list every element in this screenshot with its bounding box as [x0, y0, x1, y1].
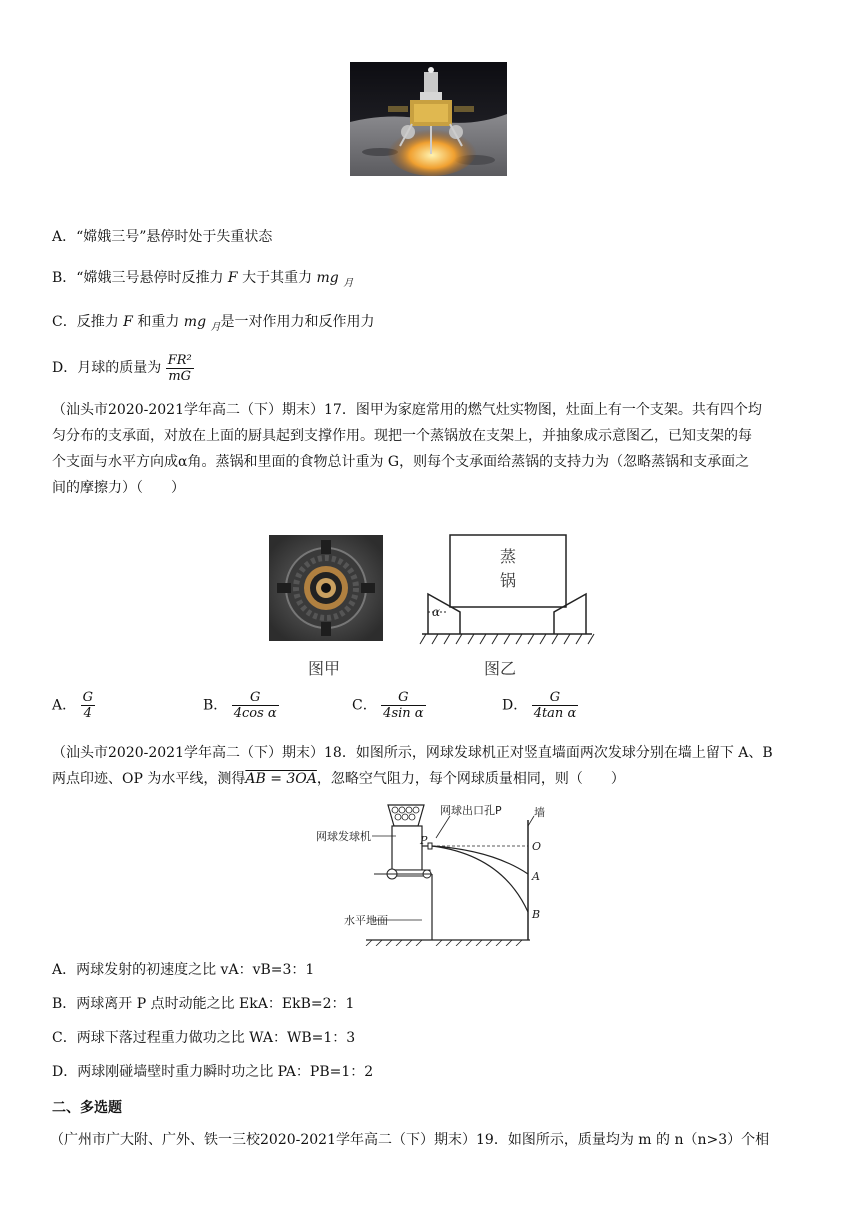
steamer-support-diagram — [418, 530, 596, 648]
q17-stem: （汕头市2020-2021学年高二（下）期末）17．图甲为家庭常用的燃气灶实物图，灶面上有一个支架。共有四个均 匀分布的支承面，对放在上面的厨具起到支撑作用。现把一个蒸锅放在支架上，并抽象成示意图乙，已知支架的每 个支面与水平方向成α角。蒸锅和里面的食物总计重为 G，则每个支承面给蒸锅的支持力为（忽略蒸锅和支承面之 间的摩擦力）（ ） — [52, 402, 762, 496]
q18-option-b: B．两球离开 P 点时动能之比 EkA：EkB=2：1 — [52, 996, 355, 1012]
ground-label: 水平地面 — [344, 914, 388, 927]
point-o-label: O — [532, 840, 542, 853]
q18-option-d: D．两球刚碰墙壁时重力瞬时功之比 PA：PB=1：2 — [52, 1064, 374, 1080]
q17-option-a: A． $\frac{G}{4}$ — [52, 690, 93, 721]
launcher-label: 网球发球机 — [316, 830, 371, 843]
outlet-label: 网球出口孔P — [440, 804, 502, 817]
q16-option-b: B．“嫦娥三号悬停时反推力 F 大于其重力 mg $_月$ — [52, 270, 354, 289]
fig-jia-caption: 图甲 — [308, 659, 341, 678]
q18-option-c: C．两球下落过程重力做功之比 WA：WB=1：3 — [52, 1030, 356, 1046]
wall-label: 墙 — [534, 806, 545, 819]
stove-burner-photo — [269, 535, 383, 641]
q18-option-a: A．两球发射的初速度之比 vA：vB=3：1 — [52, 962, 315, 978]
point-a-label: A — [532, 870, 540, 883]
q17-option-b: B． $\frac{G}{\text{4cos α}}$ — [203, 690, 277, 721]
pot-label-1: 蒸 — [500, 547, 517, 566]
fig-yi-caption: 图乙 — [484, 659, 517, 678]
q18-stem: （汕头市2020-2021学年高二（下）期末）18．如图所示，网球发球机正对竖直墙面两次发球分别在墙上留下 A、B 两点印迹、OP 为水平线，测得AB = 3OA，忽略空气阻力，每个网球质量相同，则（ ） — [52, 745, 773, 787]
point-p-label: P — [420, 834, 428, 847]
q17-option-c: C． $\frac{G}{\text{4sin α}}$ — [352, 690, 424, 721]
section-heading-multiple-choice: 二、多选题 — [52, 1100, 122, 1116]
q19-stem: （广州市广大附、广外、铁一三校2020-2021学年高二（下）期末）19．如图所示，质量均为 m 的 n（n>3）个相 — [50, 1132, 770, 1148]
q16-option-a: A．“嫦娥三号”悬停时处于失重状态 — [52, 229, 273, 245]
pot-label-2: 锅 — [500, 571, 517, 590]
q16-option-d: D．月球的质量为 $\frac{\text{FR²}}{mG}$ — [52, 352, 192, 384]
q17-option-d: D． $\frac{G}{\text{4tan α}}$ — [502, 690, 577, 721]
angle-label: α — [432, 605, 441, 619]
point-b-label: B — [532, 908, 541, 921]
q16-option-c: C．反推力 F 和重力 mg $_月$是一对作用力和反作用力 — [52, 314, 375, 333]
change3-lander-photo — [350, 62, 507, 176]
tennis-launcher-diagram — [312, 800, 552, 946]
